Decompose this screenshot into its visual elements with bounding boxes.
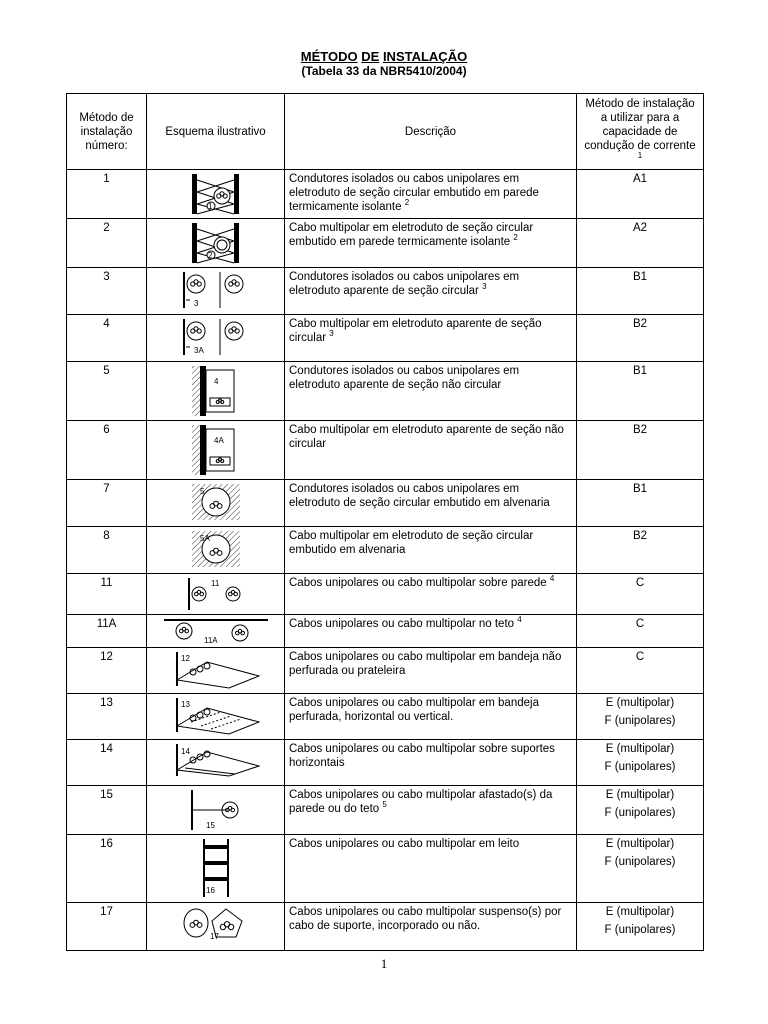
table-row <box>67 615 704 648</box>
description-text: Cabo multipolar em eletroduto aparente de seção circular <box>289 318 542 344</box>
reference-method <box>577 170 704 219</box>
reference-method-primary: E (multipolar) <box>605 789 675 801</box>
description-text: Condutores isolados ou cabos unipolares em eletroduto aparente de seção não circular <box>289 365 520 391</box>
reference-method-primary: B2 <box>632 318 648 330</box>
title-block <box>0 49 768 78</box>
method-number: 11 <box>67 574 147 615</box>
reference-method-secondary: F (unipolares) <box>604 807 676 819</box>
scheme-figure <box>147 574 285 615</box>
method-number: 2 <box>67 219 147 268</box>
description-text: Cabos unipolares ou cabo multipolar em leito <box>289 838 520 850</box>
header-scheme: Esquema ilustrativo <box>147 94 285 170</box>
reference-method <box>577 740 704 786</box>
reference-method-primary: C <box>635 651 645 663</box>
reference-method <box>577 786 704 835</box>
reference-method-primary: E (multipolar) <box>605 697 675 709</box>
method-description <box>285 315 577 362</box>
scheme-figure <box>147 268 285 315</box>
reference-method <box>577 648 704 694</box>
reference-method-primary: A1 <box>632 173 648 185</box>
method-number: 7 <box>67 480 147 527</box>
reference-method-primary: E (multipolar) <box>605 743 675 755</box>
reference-method-primary: C <box>635 618 645 630</box>
table-row <box>67 315 704 362</box>
figure-label: 4 <box>213 377 218 386</box>
reference-method <box>577 268 704 315</box>
reference-method <box>577 421 704 480</box>
figure-label: 5 <box>199 487 204 496</box>
document-title <box>0 49 768 64</box>
method-number: 6 <box>67 421 147 480</box>
table-row <box>67 268 704 315</box>
reference-method <box>577 903 704 951</box>
figure-label: 15 <box>205 821 215 830</box>
figure-label: 1 <box>207 202 212 211</box>
table-row <box>67 219 704 268</box>
footnote-ref: 4 <box>517 615 522 625</box>
scheme-figure <box>147 903 285 951</box>
method-description <box>285 527 577 574</box>
title-part-de: DE <box>361 49 380 64</box>
description-text: Cabos unipolares ou cabo multipolar sobre suportes horizontais <box>289 743 555 769</box>
title-part-installation: INSTALAÇÃO <box>382 49 468 64</box>
method-number: 5 <box>67 362 147 421</box>
footnote-ref: 5 <box>382 800 387 810</box>
scheme-figure <box>147 648 285 694</box>
reference-method <box>577 615 704 648</box>
title-part-method: MÉTODO <box>300 49 358 64</box>
scheme-figure <box>147 694 285 740</box>
scheme-figure <box>147 315 285 362</box>
scheme-figure <box>147 480 285 527</box>
method-description <box>285 480 577 527</box>
figure-label: 3 <box>193 299 198 308</box>
scheme-figure <box>147 362 285 421</box>
table-row <box>67 362 704 421</box>
method-description <box>285 903 577 951</box>
table-row <box>67 786 704 835</box>
figure-label: 3A <box>193 346 204 355</box>
method-description <box>285 835 577 903</box>
reference-method-primary: E (multipolar) <box>605 906 675 918</box>
footnote-ref: 2 <box>513 233 518 243</box>
method-number: 15 <box>67 786 147 835</box>
reference-method <box>577 480 704 527</box>
reference-method-primary: B2 <box>632 530 648 542</box>
reference-method <box>577 527 704 574</box>
description-text: Cabos unipolares ou cabo multipolar afastado(s) da parede ou do teto <box>289 789 553 815</box>
header-method-number: Método de instalação número: <box>67 94 147 170</box>
header-reference <box>577 94 704 170</box>
method-description <box>285 574 577 615</box>
document-subtitle: (Tabela 33 da NBR5410/2004) <box>301 64 467 78</box>
figure-label: 12 <box>180 654 190 663</box>
reference-method <box>577 315 704 362</box>
scheme-figure <box>147 740 285 786</box>
scheme-figure <box>147 421 285 480</box>
method-number: 13 <box>67 694 147 740</box>
footnote-ref: 3 <box>482 282 487 292</box>
table-row <box>67 170 704 219</box>
method-description <box>285 421 577 480</box>
method-number: 14 <box>67 740 147 786</box>
method-description <box>285 170 577 219</box>
description-text: Cabos unipolares ou cabo multipolar em bandeja não perfurada ou prateleira <box>289 651 562 677</box>
table-row <box>67 648 704 694</box>
table-row <box>67 574 704 615</box>
method-description <box>285 268 577 315</box>
table-row <box>67 527 704 574</box>
table-row <box>67 694 704 740</box>
reference-method-primary: A2 <box>632 222 648 234</box>
method-number: 12 <box>67 648 147 694</box>
description-text: Cabo multipolar em eletroduto de seção circular embutido em alvenaria <box>289 530 534 556</box>
figure-label: 16 <box>205 886 215 895</box>
reference-method-primary: C <box>635 577 645 589</box>
reference-method-secondary: F (unipolares) <box>604 715 676 727</box>
scheme-figure <box>147 615 285 648</box>
header-description: Descrição <box>285 94 577 170</box>
method-number: 11A <box>67 615 147 648</box>
table-row <box>67 740 704 786</box>
method-number: 1 <box>67 170 147 219</box>
figure-label: 17 <box>209 932 219 941</box>
header-reference-text: Método de instalação a utilizar para a capacidade de condução de corrente <box>584 97 696 152</box>
reference-method-secondary: F (unipolares) <box>604 856 676 868</box>
method-description <box>285 786 577 835</box>
figure-label: 5A <box>199 534 210 543</box>
table-row <box>67 903 704 951</box>
reference-method <box>577 835 704 903</box>
description-text: Cabos unipolares ou cabo multipolar suspenso(s) por cabo de suporte, incorporado ou não. <box>289 906 562 932</box>
method-number: 16 <box>67 835 147 903</box>
description-text: Condutores isolados ou cabos unipolares em eletroduto de seção circular embutido em alvenaria <box>289 483 550 509</box>
description-text: Cabos unipolares ou cabo multipolar sobre parede <box>289 577 547 589</box>
method-number: 17 <box>67 903 147 951</box>
method-number: 3 <box>67 268 147 315</box>
method-number: 4 <box>67 315 147 362</box>
scheme-figure <box>147 835 285 903</box>
footnote-ref: 3 <box>329 329 334 339</box>
figure-label: 2 <box>207 251 212 260</box>
reference-method-primary: B1 <box>632 365 648 377</box>
table-row <box>67 421 704 480</box>
method-description <box>285 219 577 268</box>
reference-method-secondary: F (unipolares) <box>604 761 676 773</box>
table-row <box>67 835 704 903</box>
footnote-ref: 2 <box>404 198 410 208</box>
figure-label: 11A <box>203 636 218 645</box>
figure-label: 13 <box>180 700 190 709</box>
description-text: Condutores isolados ou cabos unipolares em eletroduto aparente de seção circular <box>289 271 520 297</box>
scheme-figure <box>147 219 285 268</box>
method-description <box>285 740 577 786</box>
reference-method <box>577 574 704 615</box>
header-reference-note: 1 <box>637 150 643 160</box>
description-text: Cabo multipolar em eletroduto aparente de seção não circular <box>289 424 564 450</box>
reference-method <box>577 362 704 421</box>
table-row <box>67 480 704 527</box>
reference-method-primary: B1 <box>632 483 648 495</box>
scheme-figure <box>147 786 285 835</box>
description-text: Cabos unipolares ou cabo multipolar no teto <box>289 618 515 630</box>
method-description <box>285 615 577 648</box>
scheme-figure <box>147 527 285 574</box>
scheme-figure <box>147 170 285 219</box>
reference-method-secondary: F (unipolares) <box>604 924 676 936</box>
reference-method-primary: B2 <box>632 424 648 436</box>
method-description <box>285 362 577 421</box>
method-description <box>285 648 577 694</box>
description-text: Condutores isolados ou cabos unipolares em eletroduto de seção circular embutido em parede termicamente isolante <box>289 173 539 213</box>
installation-methods-table <box>66 93 704 951</box>
reference-method <box>577 219 704 268</box>
description-text: Cabo multipolar em eletroduto de seção circular embutido em parede termicamente isolante <box>289 222 534 248</box>
reference-method-primary: B1 <box>632 271 648 283</box>
description-text: Cabos unipolares ou cabo multipolar em bandeja perfurada, horizontal ou vertical. <box>289 697 539 723</box>
page-number: 1 <box>380 956 388 971</box>
figure-label: 14 <box>180 747 190 756</box>
reference-method-primary: E (multipolar) <box>605 838 675 850</box>
figure-label: 11 <box>210 579 219 588</box>
footnote-ref: 4 <box>549 574 555 584</box>
method-number: 8 <box>67 527 147 574</box>
figure-label: 4A <box>213 436 224 445</box>
method-description <box>285 694 577 740</box>
reference-method <box>577 694 704 740</box>
